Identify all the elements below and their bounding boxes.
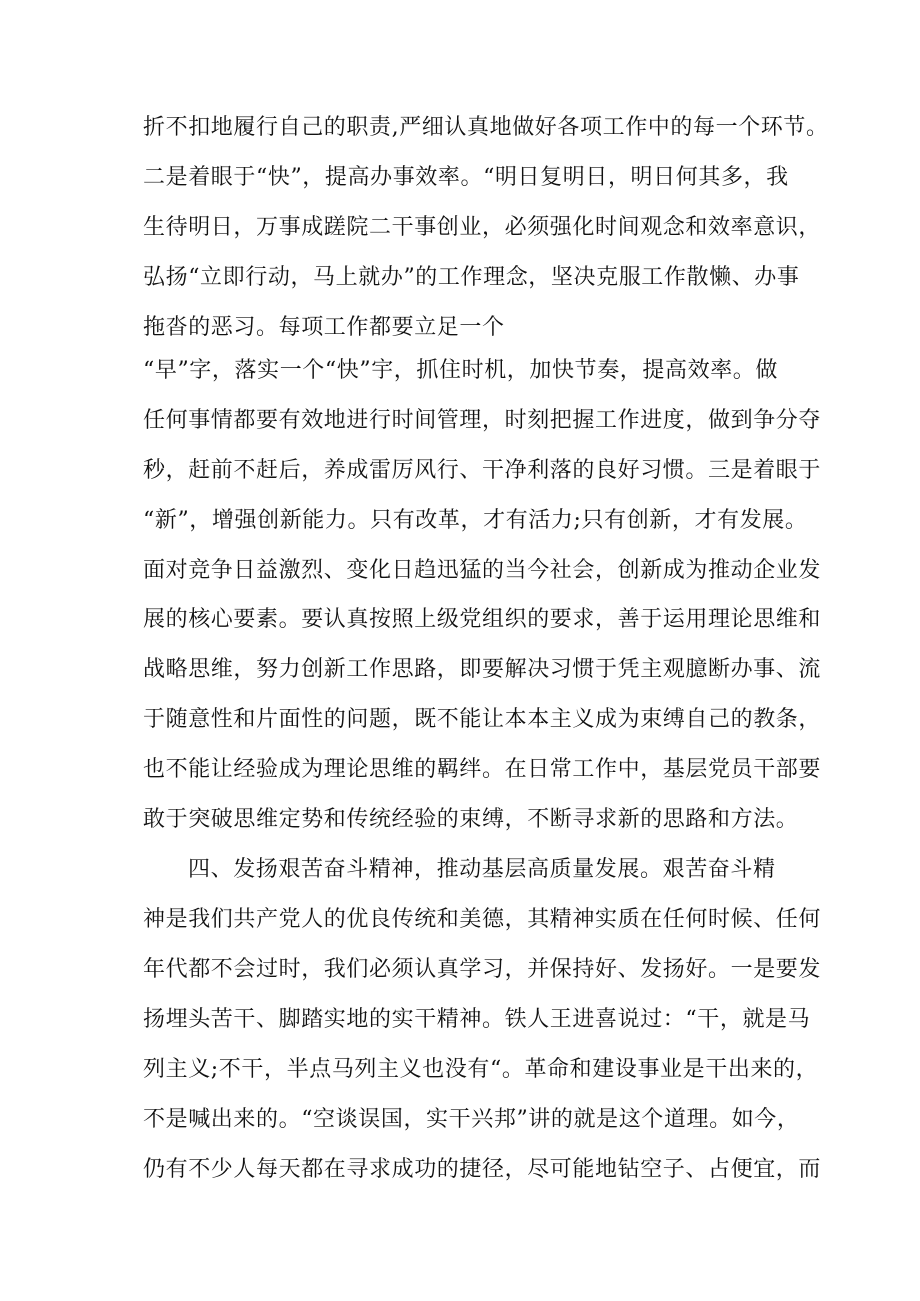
text-line: 敢于突破思维定势和传统经验的束缚，不断寻求新的思路和方法。: [143, 807, 799, 832]
text-line: 秒，赶前不赶后，养成雷厉风行、干净利落的良好习惯。三是着眼于: [143, 458, 822, 483]
text-line: 不是喊出来的。“空谈误国，实干兴邦”讲的就是这个道理。如今，: [143, 1107, 800, 1132]
paragraph-heading-line: 四、发扬艰苦奋斗精神，推动基层高质量发展。艰苦奋斗精: [188, 857, 776, 882]
text-line: 战略思维，努力创新工作思路，即要解决习惯于凭主观臆断办事、流: [143, 657, 822, 682]
text-line: 展的核心要素。要认真按照上级党组织的要求，善于运用理论思维和: [143, 607, 822, 632]
text-line: 任何事情都要有效地进行时间管理，时刻把握工作进度，做到争分夺: [143, 408, 822, 433]
text-line: 二是着眼于“快”，提高办事效率。“明日复明日，明日何其多，我: [143, 165, 789, 190]
text-line: 于随意性和片面性的问题，既不能让本本主义成为束缚自己的教条，: [143, 707, 822, 732]
text-line: 也不能让经验成为理论思维的羁绊。在日常工作中，基层党员干部要: [143, 757, 822, 782]
text-line: 弘扬“立即行动，马上就办”的工作理念，坚决克服工作散懒、办事: [143, 265, 800, 290]
text-line: 神是我们共产党人的优良传统和美德，其精神实质在任何时候、任何: [143, 907, 822, 932]
text-line: 折不扣地履行自己的职责,严细认真地做好各项工作中的每一个环节。: [143, 115, 829, 140]
text-line: 扬埋头苦干、脚踏实地的实干精神。铁人王进喜说过：“干，就是马: [143, 1007, 811, 1032]
text-line: 生待明日，万事成蹉院二干事创业，必须强化时间观念和效率意识，: [143, 215, 822, 240]
text-line: 拖沓的恶习。每项工作都要立足一个: [143, 315, 505, 340]
text-line: “早”字，落实一个“快”宇，抓住时机，加快节奏，提高效率。做: [143, 358, 778, 383]
text-line: 年代都不会过时，我们必须认真学习，并保持好、发扬好。一是要发: [143, 957, 822, 982]
text-line: “新”，增强创新能力。只有改革，才有活力;只有创新，才有发展。: [143, 508, 808, 533]
text-line: 仍有不少人每天都在寻求成功的捷径，尽可能地钻空子、占便宜，而: [143, 1157, 822, 1182]
text-line: 列主义;不干，半点马列主义也没有“。革命和建设事业是干出来的，: [143, 1057, 819, 1082]
text-line: 面对竞争日益激烈、变化日趋迅猛的当今社会，创新成为推动企业发: [143, 558, 822, 583]
